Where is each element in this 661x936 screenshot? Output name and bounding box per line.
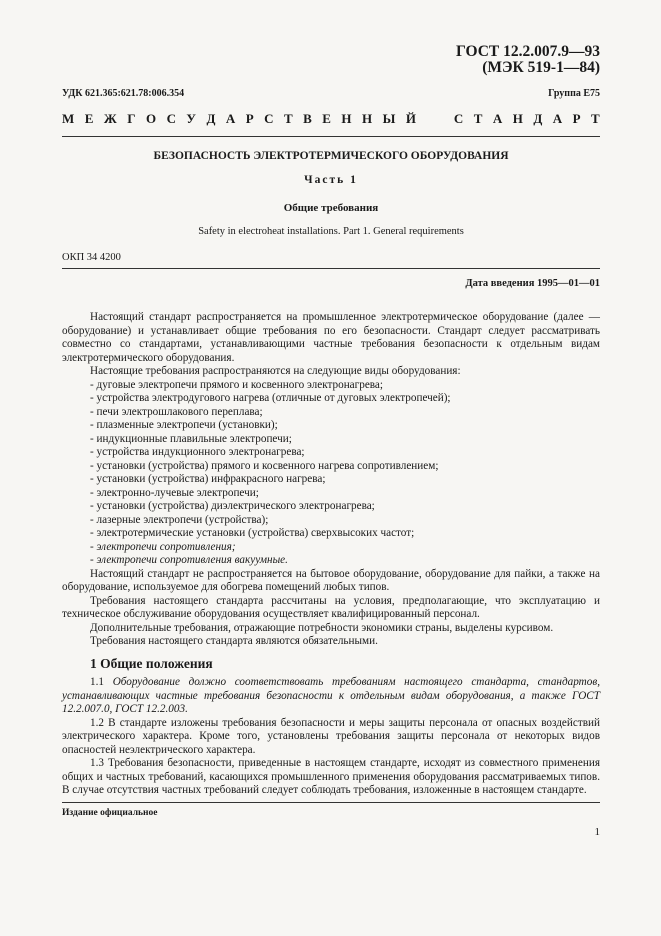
equipment-list — [62, 379, 600, 541]
list-item: - печи электрошлакового переплава; — [90, 405, 263, 418]
section-paragraph — [62, 676, 600, 717]
list-item: - плазменные электропечи (установки); — [90, 419, 278, 431]
udk-code: УДК 621.365:621.78:006.354 — [62, 88, 185, 99]
gost-number: ГОСТ 12.2.007.9—93 — [455, 43, 600, 60]
intro-paragraph: Настоящий стандарт распространяется на промышленное электротермическое оборудование (далее — оборудование) и устанавливает общие требования по его безопасности. Стандарт следует рассматривать совместно со стандартами, устанавливающими частные требования безопасности к отдельным видам электротермического оборудования. — [62, 311, 600, 364]
banner-letter: Т — [473, 111, 483, 126]
banner-letter: О — [145, 111, 157, 126]
document-subtitle: Общие требования — [283, 202, 379, 214]
banner-letter — [426, 111, 429, 127]
banner-letter: Н — [512, 111, 523, 126]
section-heading: 1 Общие положения — [90, 655, 213, 671]
list-item: - устройства индукционного электронагрева; — [90, 446, 305, 458]
banner-letter: Д — [206, 111, 216, 126]
list-item-italic: - электропечи сопротивления; — [90, 540, 236, 553]
list-item: - установки (устройства) инфракрасного нагрева; — [90, 473, 326, 485]
banner-letter: Г — [127, 111, 136, 126]
section-paragraph: 1.3 Требования безопасности, приведенные в настоящем стандарте, исходят из совместного применения общих и частных требований, касающихся промышленного применения оборудования рассматриваемых типов. В случае отсутствия частных требований следует соблюдать требования, изложенные в настоящем стандарте. — [62, 757, 600, 796]
banner-letter: Т — [284, 111, 293, 126]
banner-letter: М — [62, 111, 75, 126]
banner-letter: Д — [533, 111, 543, 126]
list-item-italic: - электропечи сопротивления вакуумные. — [90, 554, 288, 566]
banner-letter: А — [492, 111, 503, 126]
list-item: - лазерные электропечи (устройства); — [90, 513, 269, 526]
banner-letter: Й — [405, 111, 416, 126]
banner-letter: С — [166, 111, 176, 126]
list-item: - электротермические установки (устройства) сверхвысоких частот; — [90, 527, 415, 539]
banner-letter: Т — [591, 111, 600, 126]
list-item: - электронно-лучевые электропечи; — [90, 486, 259, 499]
list-item: - установки (устройства) диэлектрического электронагрева; — [90, 500, 375, 512]
gost-designation — [456, 44, 600, 76]
official-edition: Издание официальное — [62, 808, 158, 818]
iec-number: (МЭК 519-1—84) — [482, 59, 600, 76]
english-title: Safety in electroheat installations. Part 1. General requirements — [198, 226, 464, 237]
okp-code: ОКП 34 4200 — [62, 252, 121, 263]
banner-letter: Р — [572, 111, 581, 126]
document-title: БЕЗОПАСНОСТЬ ЭЛЕКТРОТЕРМИЧЕСКОГО ОБОРУДОВАНИЯ — [153, 150, 509, 162]
equipment-list-additional — [62, 541, 600, 568]
effective-date: Дата введения 1995—01—01 — [465, 278, 600, 289]
standard-banner — [62, 111, 600, 127]
banner-letter: А — [552, 111, 563, 126]
document-part: Часть 1 — [304, 174, 358, 186]
section-paragraph: 1.2 В стандарте изложены требования безопасности и меры защиты персонала от опасных воздействий электрического характера. Кроме того, установлены требования защиты персонала от некоторых видов опасностей неэлектрического характера. — [62, 716, 600, 756]
page-number: 1 — [594, 826, 600, 838]
list-item: - устройства электродугового нагрева (отличные от дуговых электропечей); — [90, 392, 451, 404]
banner-letter: В — [303, 111, 312, 126]
banner-letter: Р — [245, 111, 254, 126]
footer-divider — [62, 802, 600, 803]
intro-paragraph: Дополнительные требования, отражающие потребности экономики страны, выделены курсивом. — [90, 621, 554, 634]
list-item: - дуговые электропечи прямого и косвенного электронагрева; — [90, 378, 384, 391]
banner-letter: Ж — [103, 111, 117, 126]
banner-letter: С — [453, 111, 464, 126]
banner-letter: С — [264, 111, 274, 126]
intro-paragraph: Требования настоящего стандарта являются обязательными. — [90, 635, 378, 647]
banner-letter: У — [186, 111, 196, 126]
clause-number: 1.1 — [90, 676, 104, 688]
banner-letter: А — [225, 111, 236, 126]
banner-letter: Ы — [382, 111, 396, 126]
list-item: - установки (устройства) прямого и косвенного нагрева сопротивлением; — [90, 459, 439, 472]
intro-paragraph: Требования настоящего стандарта рассчитаны на условия, предполагающие, что эксплуатацию и техническое обслуживание оборудования осуществляет квалифицированный персонал. — [62, 594, 600, 620]
clause-text-italic: Оборудование должно соответствовать требованиям настоящего стандарта, стандартов, устанавливающих частные требования безопасности к отдельным видам оборудования, а также ГОСТ 12.2.007.0, ГОСТ 12.2.003. — [62, 676, 601, 715]
intro-paragraph: Настоящие требования распространяются на следующие виды оборудования: — [90, 365, 461, 377]
banner-letter: Е — [84, 111, 94, 126]
okp-divider — [62, 268, 600, 269]
banner-letter: Н — [362, 111, 373, 126]
list-item: - индукционные плавильные электропечи; — [90, 432, 292, 445]
group-code: Группа Е75 — [548, 88, 600, 99]
document-body — [62, 311, 600, 798]
banner-letter: Е — [322, 111, 331, 126]
banner-letter: Н — [341, 111, 352, 126]
intro-paragraph: Настоящий стандарт не распространяется на бытовое оборудование, оборудование для пайки, а также на оборудование, используемое для обогрева помещений любых типов. — [62, 567, 600, 593]
banner-letter — [440, 111, 443, 127]
header-divider — [62, 136, 600, 137]
